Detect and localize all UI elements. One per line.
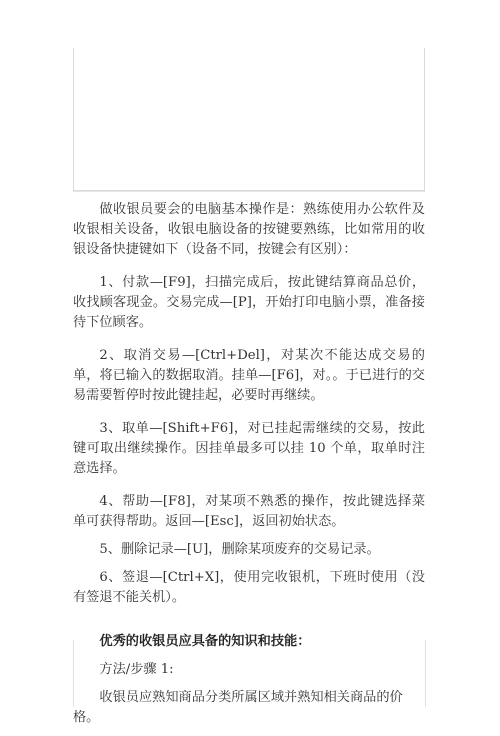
shortcut-item-signout: 6、签退—[Ctrl+X]，使用完收银机，下班时使用（没有签退不能关机）。 <box>73 570 425 605</box>
page-border-right <box>425 640 426 707</box>
image-placeholder <box>73 48 425 191</box>
shortcut-item-help: 4、帮助—[F8]，对某项不熟悉的操作，按此键选择菜单可获得帮助。返回—[Esc]，返回初始状态。 <box>73 494 425 529</box>
divider <box>73 191 425 192</box>
section-heading: 优秀的收银员应具备的知识和技能： <box>99 634 311 649</box>
method-step-label: 方法/步骤 1: <box>99 662 174 677</box>
shortcut-item-retrieve: 3、取单—[Shift+F6]，对已挂起需继续的交易，按此键可取出继续操作。因挂单最多可以挂 10 个单，取单时注意选择。 <box>73 421 425 476</box>
article-body <box>73 200 425 736</box>
shortcut-item-delete: 5、删除记录—[U]，删除某项废弃的交易记录。 <box>99 542 380 557</box>
shortcut-item-cancel: 2、取消交易—[Ctrl+Del]，对某次不能达成交易的单，将已输入的数据取消。挂单—[F6]，对。。于已进行的交易需要暂停时按此键挂起，必要时再继续。 <box>73 348 425 403</box>
shortcut-item-pay: 1、付款—[F9]，扫描完成后，按此键结算商品总价，收找顾客现金。交易完成—[P]，开始打印电脑小票，准备接待下位顾客。 <box>73 275 425 330</box>
intro-paragraph: 做收银员要会的电脑基本操作是：熟练使用办公软件及收银相关设备，收银电脑设备的按键要熟练，比如常用的收银设备快捷键如下（设备不同，按键会有区别）： <box>73 202 425 257</box>
step-text: 收银员应熟知商品分类所属区域并熟知相关商品的价格。 <box>73 690 403 725</box>
page-border-left <box>73 640 74 707</box>
